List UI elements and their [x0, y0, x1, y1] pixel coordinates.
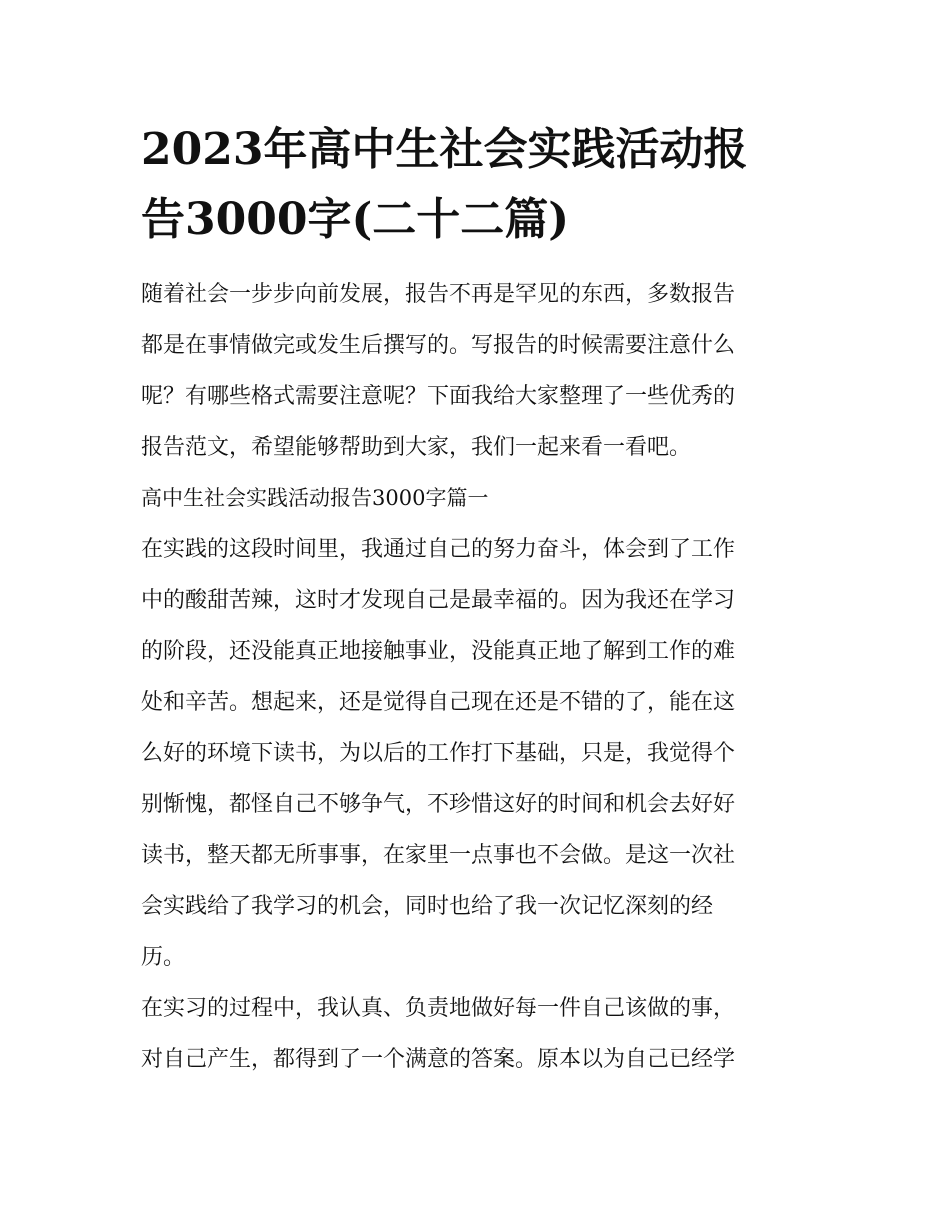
section-heading: 高中生社会实践活动报告3000字篇一	[141, 486, 489, 510]
text-line: 会实践给了我学习的机会，同时也给了我一次记忆深刻的经	[141, 894, 714, 919]
text-line: 别惭愧，都怪自己不够争气，不珍惜这好的时间和机会去好好	[141, 792, 736, 817]
document-body	[141, 269, 811, 1085]
body-paragraph-2	[141, 983, 811, 1085]
text-line: 都是在事情做完或发生后撰写的。写报告的时候需要注意什么	[141, 333, 736, 358]
title-line: 2023年高中生社会实践活动报	[141, 124, 748, 175]
body-paragraph-1	[141, 524, 811, 983]
text-line: 报告范文，希望能够帮助到大家，我们一起来看一看吧。	[141, 435, 692, 460]
text-line: 的阶段，还没能真正地接触事业，没能真正地了解到工作的难	[141, 639, 736, 664]
text-line: 历。	[141, 945, 186, 970]
text-line: 在实践的这段时间里，我通过自己的努力奋斗，体会到了工作	[141, 537, 736, 562]
intro-paragraph	[141, 269, 811, 473]
text-line: 中的酸甜苦辣，这时才发现自己是最幸福的。因为我还在学习	[141, 588, 736, 613]
text-line: 处和辛苦。想起来，还是觉得自己现在还是不错的了，能在这	[141, 690, 736, 715]
text-line: 读书，整天都无所事事，在家里一点事也不会做。是这一次社	[141, 843, 736, 868]
text-line: 么好的环境下读书，为以后的工作打下基础，只是，我觉得个	[141, 741, 736, 766]
text-line: 呢？有哪些格式需要注意呢？下面我给大家整理了一些优秀的	[141, 384, 736, 409]
document-page	[141, 115, 811, 1085]
text-line: 随着社会一步步向前发展，报告不再是罕见的东西，多数报告	[141, 282, 736, 307]
text-line: 对自己产生，都得到了一个满意的答案。原本以为自己已经学	[141, 1047, 736, 1072]
text-line: 在实习的过程中，我认真、负责地做好每一件自己该做的事，	[141, 996, 736, 1021]
title-line: 告3000字(二十二篇)	[141, 194, 570, 245]
document-title	[141, 115, 811, 255]
